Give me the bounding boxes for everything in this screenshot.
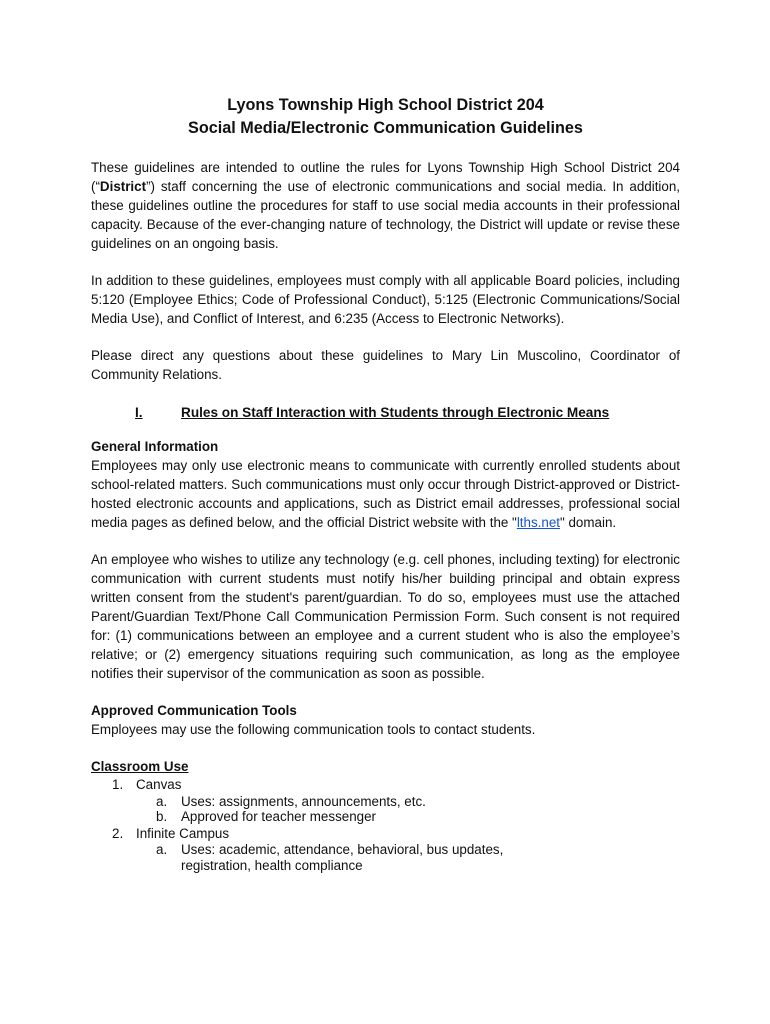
list-item (91, 776, 680, 794)
section-1-title: Rules on Staff Interaction with Students through Electronic Means (181, 405, 610, 420)
classroom-use-heading: Classroom Use (91, 759, 189, 774)
intro-paragraph (91, 158, 680, 253)
general-text-before-link: Employees may only use electronic means to communicate with currently enrolled students about school-related matters. Such communications must only occur through District-approved or District-hosted electronic accounts and applications, such as District email addresses, professional social media pages as defined below, and the official District website with the " (91, 458, 680, 530)
general-text-after-link: " domain. (560, 515, 617, 530)
title-line-2: Social Media/Electronic Communication Guidelines (188, 119, 583, 137)
policies-paragraph: In addition to these guidelines, employees must comply with all applicable Board policies, including 5:120 (Employee Ethics; Code of Professional Conduct), 5:125 (Electronic Communications/Social Media Use), and Conflict of Interest, and 6:235 (Access to Electronic Networks). (91, 273, 680, 326)
list-item-number: 1. (112, 777, 124, 792)
sub-list-item-letter: a. (156, 842, 168, 857)
sub-list-item-text: Uses: academic, attendance, behavioral, bus updates, registration, health compliance (181, 842, 504, 873)
document-title (91, 94, 680, 140)
approved-tools-block (91, 701, 680, 739)
sub-list-item (91, 794, 680, 810)
questions-paragraph: Please direct any questions about these guidelines to Mary Lin Muscolino, Coordinator of Community Relations. (91, 348, 680, 382)
sub-list-item-letter: a. (156, 793, 168, 809)
list-item-label: Infinite Campus (136, 825, 230, 841)
general-information-paragraph (91, 456, 680, 532)
list-item-number: 2. (112, 825, 124, 841)
sub-list-item (91, 842, 680, 873)
section-1-heading (91, 403, 680, 422)
general-information-block (91, 437, 680, 532)
title-line-1: Lyons Township High School District 204 (227, 96, 544, 114)
approved-tools-paragraph: Employees may use the following communication tools to contact students. (91, 722, 536, 737)
lths-net-link[interactable]: lths.net (516, 515, 560, 530)
sub-list-item-letter: b. (156, 809, 168, 824)
list-item-label: Canvas (136, 777, 182, 792)
intro-text-2: ”) staff concerning the use of electronic communications and social media. In addition, these guidelines outline the procedures for staff to use social media accounts in their professional capacity. Because of the ever-changing nature of technology, the District will update or revise these guidelines on an ongoing basis. (91, 179, 680, 251)
intro-bold-district: District (99, 179, 147, 194)
technology-paragraph: An employee who wishes to utilize any technology (e.g. cell phones, including texting) for electronic communication with current students must notify his/her building principal and obtain express written consent from the student's parent/guardian. To do so, employees must use the attached Parent/Guardian Text/Phone Call Communication Permission Form. Such consent is not required for: (1) communications between an employee and a current student who is also the employee’s relative; or (2) emergency situations requiring such communication, as long as the employee notifies their supervisor of the communication as soon as possible. (91, 552, 680, 681)
section-1-number: I. (135, 405, 143, 420)
approved-tools-heading: Approved Communication Tools (91, 703, 297, 718)
classroom-use-list (91, 776, 680, 873)
sub-list-item (91, 809, 680, 825)
intro-text-1: These guidelines are intended to outline the rules for Lyons Township High School District 204 (“ (91, 160, 680, 194)
sub-list-item-text: Uses: assignments, announcements, etc. (181, 793, 426, 809)
sub-list-item-text: Approved for teacher messenger (181, 809, 377, 824)
general-information-heading: General Information (91, 439, 219, 454)
list-item (91, 825, 680, 843)
